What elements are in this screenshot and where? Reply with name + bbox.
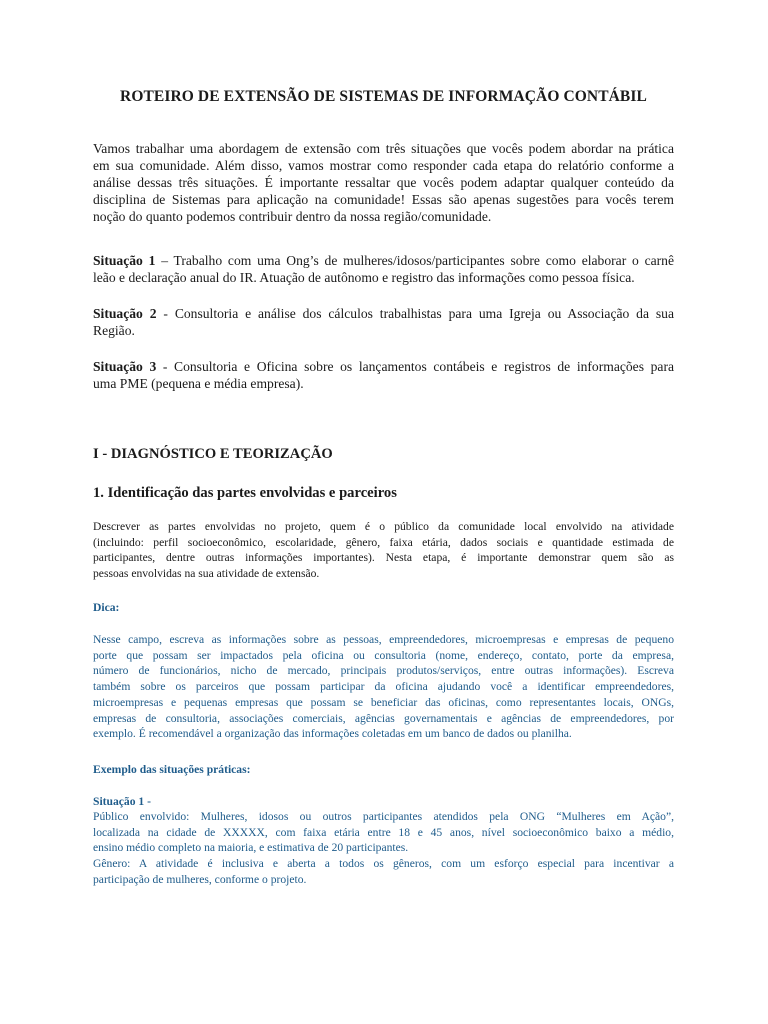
description-line: (incluindo: perfil socioeconômico, escolaridade, gênero, faixa etária, dados sociais e quantidade estimada de [93,535,674,549]
intro-line: em sua comunidade. Além disso, vamos mostrar como responder cada etapa do relatório conforme a [93,158,674,173]
situation-1-sep: – [155,253,174,268]
description-line: participantes, dentre outras informações importantes). Nesta etapa, é importante demonstrar quem são as [93,551,674,565]
examples-label: Exemplo das situações práticas: [93,763,251,776]
description-paragraph [93,519,674,582]
situation-3-text-line1: Consultoria e Oficina sobre os lançamentos contábeis e registros de informações para [174,359,675,374]
situation-1 [93,252,674,286]
example-situation-label: Situação 1 - [93,795,151,808]
tip-line: empresas de consultoria, associações comerciais, agências governamentais e agências de empreendedores, por [93,711,674,725]
situation-1-label: Situação 1 [93,253,156,268]
example-line: Público envolvido: Mulheres, idosos ou outros participantes atendidos pela ONG “Mulheres em Ação”, [93,810,674,823]
document-title: ROTEIRO DE EXTENSÃO DE SISTEMAS DE INFORMAÇÃO CONTÁBIL [120,88,647,105]
example-paragraph [93,809,674,888]
tip-line: também sobre os parceiros que possam participar da oficina ajudando você a identificar empreendedores, [93,680,674,694]
intro-line: noção do quanto podemos contribuir dentro da nossa região/comunidade. [93,209,492,224]
situation-3-sep: - [156,359,175,374]
situation-1-text-line1: Trabalho com uma Ong’s de mulheres/idosos/participantes sobre como elaborar o carnê [173,253,674,268]
situation-3 [93,358,674,392]
example-line: participação de mulheres, conforme o projeto. [93,872,307,886]
subsection-heading: 1. Identificação das partes envolvidas e parceiros [93,485,397,501]
section-heading: I - DIAGNÓSTICO E TEORIZAÇÃO [93,446,333,462]
situation-3-text-line2: uma PME (pequena e média empresa). [93,376,304,391]
situation-2-text-line2: Região. [93,323,135,338]
example-line: ensino médio completo na maioria, e estimativa de 20 participantes. [93,841,409,855]
intro-line: disciplina de Sistemas para aplicação na comunidade! Essas são apenas sugestões para vocês terem [93,192,674,207]
example-line: Gênero: A atividade é inclusiva e aberta a todos os gêneros, com um esforço especial para incentivar a [93,857,674,871]
intro-line: análise dessas três situações. É importante ressaltar que vocês podem adaptar qualquer conteúdo da [93,175,674,190]
tip-line: porte que possam ser impactados pela oficina ou consultoria (nome, endereço, contato, porte da empresa, [93,648,674,662]
description-line: pessoas envolvidas na sua atividade de extensão. [93,567,320,581]
tip-line: microempresas e pequenas empresas que possam se beneficiar das oficinas, como representantes locais, ONGs, [93,695,674,709]
intro-line: Vamos trabalhar uma abordagem de extensão com três situações que vocês podem abordar na prática [93,141,674,156]
tip-label: Dica: [93,601,120,614]
tip-line: número de funcionários, nicho de mercado, principais produtos/serviços, entre outras informações). Escreva [93,664,674,678]
example-line: localizada na cidade de XXXXX, com faixa etária entre 18 e 45 anos, nível socioeconômico baixo a médio, [93,825,674,839]
situation-2-label: Situação 2 [93,306,157,321]
situation-2-sep: - [156,306,175,321]
intro-paragraph [93,140,674,225]
description-line: Descrever as partes envolvidas no projeto, quem é o público da comunidade local envolvido na atividade [93,520,674,533]
situation-2-text-line1: Consultoria e análise dos cálculos trabalhistas para uma Igreja ou Associação da sua [174,306,675,321]
situation-1-text-line2: leão e declaração anual do IR. Atuação de autônomo e registro das informações como pessoa física. [93,270,635,285]
tip-line: Nesse campo, escreva as informações sobre as pessoas, empreendedores, microempresas e empresas de pequeno [93,633,674,646]
tip-paragraph [93,632,674,742]
tip-line: exemplo. É recomendável a organização das informações coletadas em um banco de dados ou planilha. [93,727,572,741]
situation-3-label: Situação 3 [93,359,157,374]
situation-2 [93,305,674,339]
